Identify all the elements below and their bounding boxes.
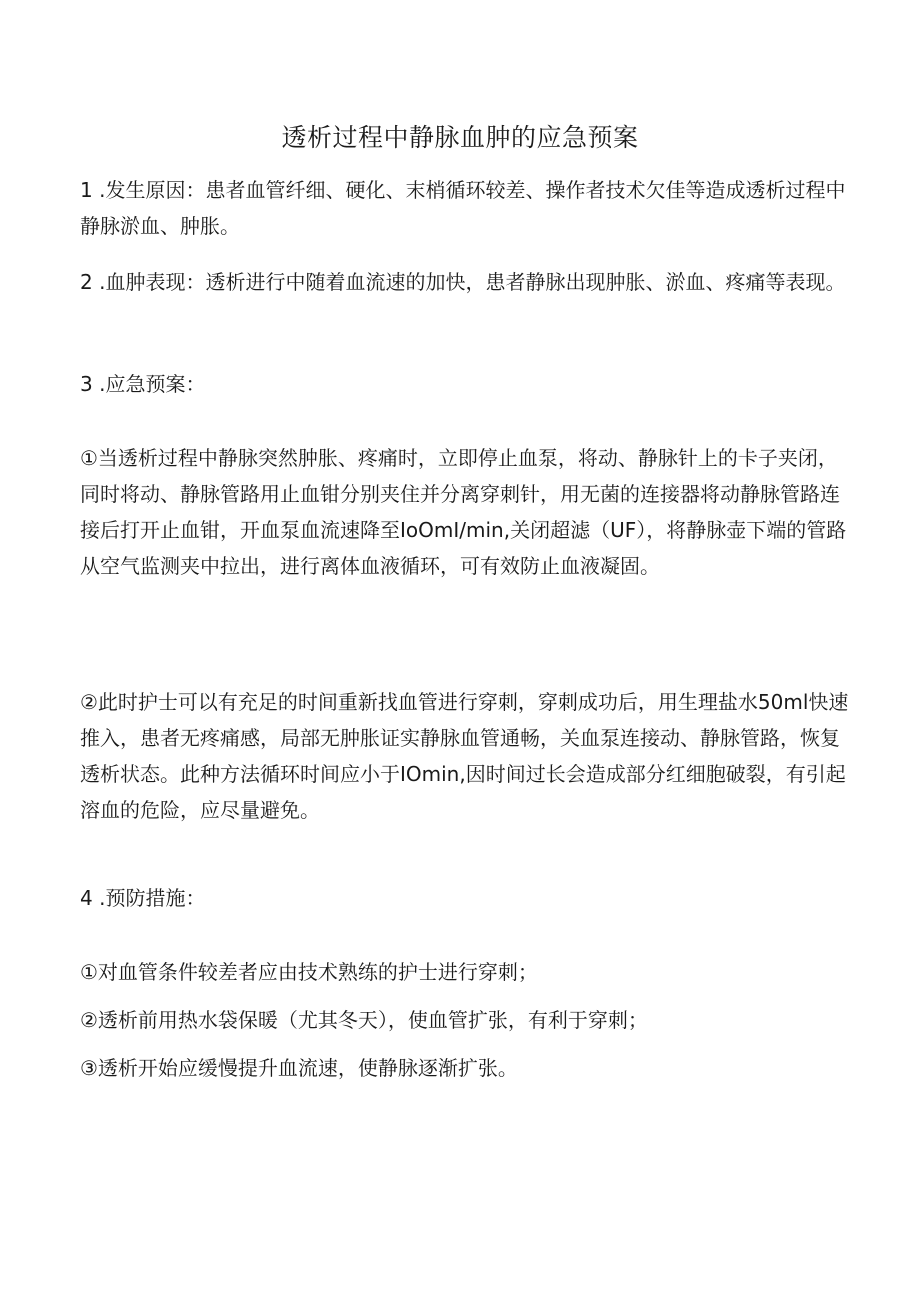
section-cause: 1 .发生原因：患者血管纤细、硬化、末梢循环较差、操作者技术欠佳等造成透析过程中静脉淤血、肿胀。	[80, 178, 846, 238]
prevention-item-1: ①对血管条件较差者应由技术熟练的护士进行穿刺；	[80, 960, 538, 984]
section-prevention-heading: 4 .预防措施：	[80, 886, 206, 910]
prevention-item-3: ③透析开始应缓慢提升血流速，使静脉逐渐扩张。	[80, 1056, 518, 1080]
document-title: 透析过程中静脉血肿的应急预案	[281, 123, 639, 152]
section-symptoms: 2 .血肿表现：透析进行中随着血流速的加快，患者静脉出现肿胀、淤血、疼痛等表现。	[80, 270, 846, 294]
emergency-plan-step-2: ②此时护士可以有充足的时间重新找血管进行穿刺，穿刺成功后，用生理盐水50ml快速推入，患者无疼痛感，局部无肿胀证实静脉血管通畅，关血泵连接动、静脉管路，恢复透析状态。此种方法循环时间应小于IOmin,因时间过长会造成部分红细胞破裂，有引起溶血的危险，应尽量避免。	[80, 690, 849, 822]
emergency-plan-step-1: ①当透析过程中静脉突然肿胀、疼痛时，立即停止血泵，将动、静脉针上的卡子夹闭，同时将动、静脉管路用止血钳分别夹住并分离穿刺针，用无菌的连接器将动静脉管路连接后打开止血钳，开血泵血流速降至IoOmI/min,关闭超滤（UF），将静脉壶下端的管路从空气监测夹中拉出，进行离体血液循环，可有效防止血液凝固。	[80, 446, 847, 578]
prevention-item-2: ②透析前用热水袋保暖（尤其冬天），使血管扩张，有利于穿刺；	[80, 1008, 648, 1032]
section-emergency-plan-heading: 3 .应急预案：	[80, 372, 206, 396]
